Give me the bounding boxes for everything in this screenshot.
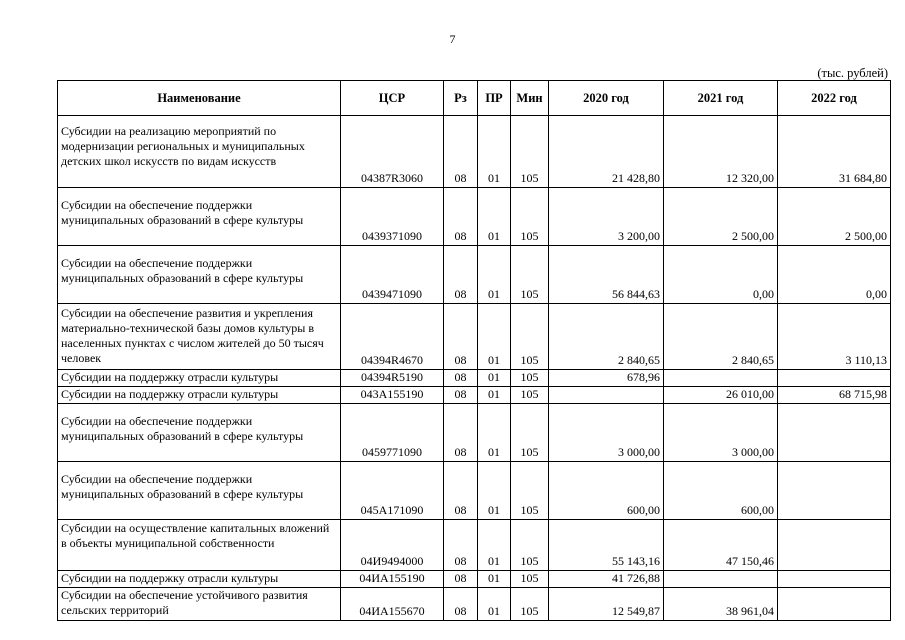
row-2022 bbox=[778, 462, 891, 520]
row-2020 bbox=[549, 387, 664, 404]
row-2020: 3 200,00 bbox=[549, 188, 664, 246]
header-pr: ПР bbox=[478, 81, 511, 116]
row-rz: 08 bbox=[444, 188, 478, 246]
row-rz: 08 bbox=[444, 387, 478, 404]
row-min: 105 bbox=[511, 462, 549, 520]
row-name: Субсидии на реализацию мероприятий по модернизации региональных и муниципальных детских школ искусств по видам искусств bbox=[58, 116, 341, 188]
row-2022: 3 110,13 bbox=[778, 304, 891, 370]
row-pr: 01 bbox=[478, 304, 511, 370]
row-name: Субсидии на осуществление капитальных вложений в объекты муниципальной собственности bbox=[58, 520, 341, 571]
row-2022 bbox=[778, 520, 891, 571]
row-pr: 01 bbox=[478, 188, 511, 246]
table-row bbox=[58, 246, 891, 304]
row-2020: 21 428,80 bbox=[549, 116, 664, 188]
row-rz: 08 bbox=[444, 520, 478, 571]
row-name: Субсидии на обеспечение поддержки муниципальных образований в сфере культуры bbox=[58, 404, 341, 462]
row-2021: 2 840,65 bbox=[664, 304, 778, 370]
row-csr: 045A171090 bbox=[341, 462, 444, 520]
row-rz: 08 bbox=[444, 571, 478, 588]
budget-table bbox=[57, 80, 891, 621]
row-rz: 08 bbox=[444, 116, 478, 188]
row-2020: 600,00 bbox=[549, 462, 664, 520]
row-name: Субсидии на обеспечение развития и укрепления материально-технической базы домов культуры в населенных пунктах с числом жителей до 50 тысяч человек bbox=[58, 304, 341, 370]
row-2020: 3 000,00 bbox=[549, 404, 664, 462]
row-2020: 41 726,88 bbox=[549, 571, 664, 588]
row-rz: 08 bbox=[444, 246, 478, 304]
row-2022 bbox=[778, 370, 891, 387]
row-name: Субсидии на поддержку отрасли культуры bbox=[58, 387, 341, 404]
row-rz: 08 bbox=[444, 462, 478, 520]
row-pr: 01 bbox=[478, 246, 511, 304]
row-2020: 56 844,63 bbox=[549, 246, 664, 304]
row-csr: 04394R4670 bbox=[341, 304, 444, 370]
row-csr: 043A155190 bbox=[341, 387, 444, 404]
table-row bbox=[58, 116, 891, 188]
row-min: 105 bbox=[511, 404, 549, 462]
row-pr: 01 bbox=[478, 520, 511, 571]
row-rz: 08 bbox=[444, 404, 478, 462]
row-2021 bbox=[664, 571, 778, 588]
row-2021: 12 320,00 bbox=[664, 116, 778, 188]
row-2022: 0,00 bbox=[778, 246, 891, 304]
row-min: 105 bbox=[511, 387, 549, 404]
row-2020: 12 549,87 bbox=[549, 588, 664, 621]
row-2021: 3 000,00 bbox=[664, 404, 778, 462]
row-min: 105 bbox=[511, 370, 549, 387]
row-2022 bbox=[778, 588, 891, 621]
row-2021: 2 500,00 bbox=[664, 188, 778, 246]
table-row bbox=[58, 370, 891, 387]
header-csr: ЦСР bbox=[341, 81, 444, 116]
row-csr: 04И9494000 bbox=[341, 520, 444, 571]
header-2021: 2021 год bbox=[664, 81, 778, 116]
row-min: 105 bbox=[511, 588, 549, 621]
row-2021: 38 961,04 bbox=[664, 588, 778, 621]
row-2021: 47 150,46 bbox=[664, 520, 778, 571]
row-name: Субсидии на поддержку отрасли культуры bbox=[58, 571, 341, 588]
row-pr: 01 bbox=[478, 571, 511, 588]
row-csr: 04ИА155670 bbox=[341, 588, 444, 621]
row-2020: 678,96 bbox=[549, 370, 664, 387]
header-rz: Рз bbox=[444, 81, 478, 116]
row-pr: 01 bbox=[478, 462, 511, 520]
row-name: Субсидии на обеспечение поддержки муниципальных образований в сфере культуры bbox=[58, 188, 341, 246]
header-2020: 2020 год bbox=[549, 81, 664, 116]
row-2021 bbox=[664, 370, 778, 387]
table-row bbox=[58, 520, 891, 571]
table-row bbox=[58, 571, 891, 588]
table-row bbox=[58, 462, 891, 520]
row-min: 105 bbox=[511, 116, 549, 188]
header-2022: 2022 год bbox=[778, 81, 891, 116]
row-2020: 55 143,16 bbox=[549, 520, 664, 571]
row-csr: 04ИА155190 bbox=[341, 571, 444, 588]
row-name: Субсидии на обеспечение поддержки муниципальных образований в сфере культуры bbox=[58, 246, 341, 304]
table-row bbox=[58, 188, 891, 246]
table-header-row bbox=[58, 81, 891, 116]
row-2022: 2 500,00 bbox=[778, 188, 891, 246]
row-2021: 600,00 bbox=[664, 462, 778, 520]
row-rz: 08 bbox=[444, 304, 478, 370]
header-name: Наименование bbox=[58, 81, 341, 116]
row-pr: 01 bbox=[478, 404, 511, 462]
table-row bbox=[58, 304, 891, 370]
row-2020: 2 840,65 bbox=[549, 304, 664, 370]
row-csr: 04394R5190 bbox=[341, 370, 444, 387]
units-label: (тыс. рублей) bbox=[817, 66, 888, 80]
row-min: 105 bbox=[511, 520, 549, 571]
table-row bbox=[58, 387, 891, 404]
row-min: 105 bbox=[511, 571, 549, 588]
row-csr: 0439371090 bbox=[341, 188, 444, 246]
row-min: 105 bbox=[511, 188, 549, 246]
row-csr: 0459771090 bbox=[341, 404, 444, 462]
page-number: 7 bbox=[449, 32, 456, 46]
row-name: Субсидии на поддержку отрасли культуры bbox=[58, 370, 341, 387]
row-2022: 68 715,98 bbox=[778, 387, 891, 404]
row-pr: 01 bbox=[478, 370, 511, 387]
row-pr: 01 bbox=[478, 387, 511, 404]
row-2022: 31 684,80 bbox=[778, 116, 891, 188]
row-2021: 0,00 bbox=[664, 246, 778, 304]
row-rz: 08 bbox=[444, 370, 478, 387]
row-pr: 01 bbox=[478, 116, 511, 188]
row-min: 105 bbox=[511, 304, 549, 370]
row-name: Субсидии на обеспечение устойчивого развития сельских территорий bbox=[58, 588, 341, 621]
row-2021: 26 010,00 bbox=[664, 387, 778, 404]
row-min: 105 bbox=[511, 246, 549, 304]
row-rz: 08 bbox=[444, 588, 478, 621]
header-min: Мин bbox=[511, 81, 549, 116]
row-name: Субсидии на обеспечение поддержки муниципальных образований в сфере культуры bbox=[58, 462, 341, 520]
row-csr: 04387R3060 bbox=[341, 116, 444, 188]
row-csr: 0439471090 bbox=[341, 246, 444, 304]
table-row bbox=[58, 588, 891, 621]
table-row bbox=[58, 404, 891, 462]
row-2022 bbox=[778, 571, 891, 588]
row-pr: 01 bbox=[478, 588, 511, 621]
row-2022 bbox=[778, 404, 891, 462]
